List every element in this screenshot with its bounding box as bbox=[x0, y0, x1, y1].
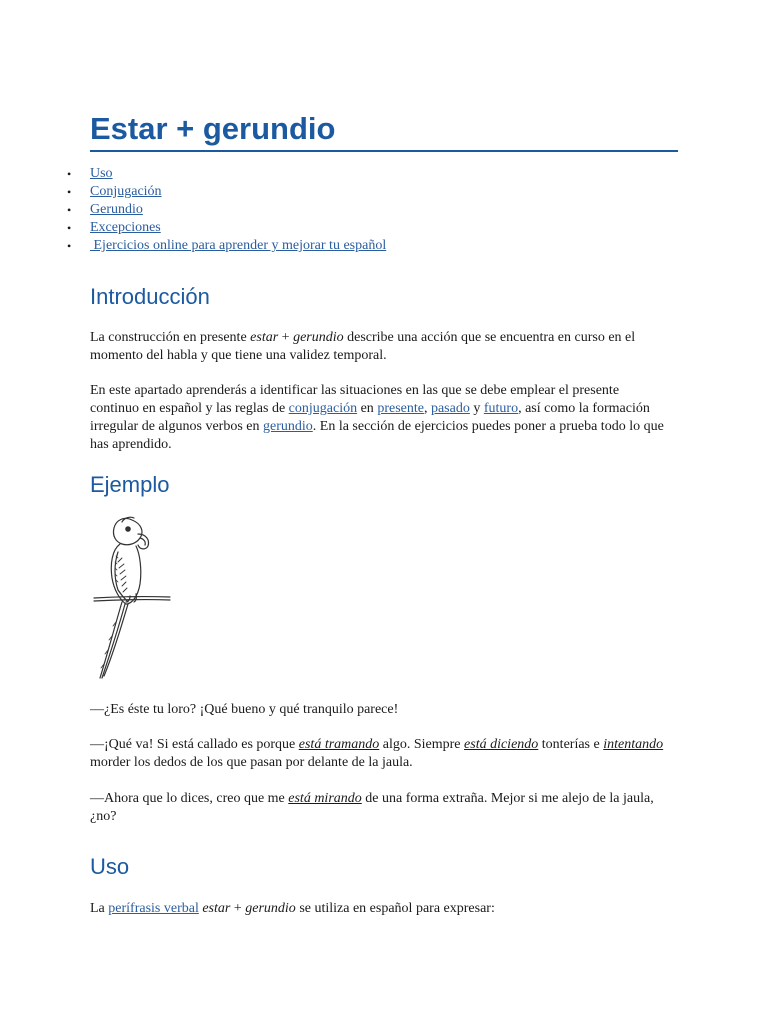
uso-paragraph bbox=[90, 900, 670, 918]
dialogue-line-2 bbox=[90, 736, 670, 772]
text-italic: gerundio bbox=[245, 901, 296, 916]
text: . En la sección de ejercicios puedes poner a prueba todo lo que has aprendido. bbox=[90, 419, 664, 452]
text: La bbox=[90, 901, 109, 916]
text-underlined: está mirando bbox=[288, 791, 362, 806]
text-underlined: está diciendo bbox=[464, 737, 539, 752]
section-heading-uso: Uso bbox=[90, 854, 130, 879]
toc-link-uso[interactable]: Uso bbox=[90, 166, 113, 181]
text: En este apartado aprenderás a identificar las situaciones en las que se debe emplear el presente continuo en español y las reglas de bbox=[90, 383, 620, 416]
text: morder los dedos de los que pasan por delante de la jaula. bbox=[90, 755, 413, 770]
text: algo. Siempre bbox=[379, 737, 465, 752]
link-conjugacion[interactable]: conjugación bbox=[288, 401, 358, 416]
toc-link-conjugacion[interactable]: Conjugación bbox=[90, 184, 162, 199]
link-pasado[interactable]: pasado bbox=[430, 401, 470, 416]
dialogue-line-3 bbox=[90, 790, 670, 826]
text-italic: estar bbox=[250, 330, 279, 345]
parrot-drawing-icon bbox=[92, 512, 172, 682]
text: + bbox=[278, 330, 294, 345]
page-title: Estar + gerundio bbox=[90, 110, 678, 152]
bullet-icon: • bbox=[67, 185, 72, 199]
bullet-icon: • bbox=[67, 221, 72, 235]
text: , bbox=[423, 401, 431, 416]
section-heading-introduccion: Introducción bbox=[90, 284, 210, 309]
text: describe una acción que se encuentra en curso en el momento del habla y que tiene una validez temporal. bbox=[90, 330, 636, 363]
intro-paragraph-1 bbox=[90, 329, 670, 365]
link-perifrasis-verbal[interactable]: perífrasis verbal bbox=[108, 901, 199, 916]
bullet-icon: • bbox=[67, 239, 72, 253]
toc-link-excepciones[interactable]: Excepciones bbox=[90, 220, 161, 235]
text: —Ahora que lo dices, creo que me bbox=[90, 791, 289, 806]
bullet-icon: • bbox=[67, 167, 72, 181]
text: , así como la formación irregular de algunos verbos en bbox=[90, 401, 650, 434]
dialogue-line-1: —¿Es éste tu loro? ¡Qué bueno y qué tranquilo parece! bbox=[90, 702, 399, 717]
link-presente[interactable]: presente bbox=[377, 401, 424, 416]
section-heading-ejemplo: Ejemplo bbox=[90, 472, 170, 497]
text-italic: gerundio bbox=[293, 330, 344, 345]
text: se utiliza en español para expresar: bbox=[295, 901, 495, 916]
text: + bbox=[230, 901, 246, 916]
text: en bbox=[357, 401, 378, 416]
text: —¡Qué va! Si está callado es porque bbox=[90, 737, 299, 752]
text-underlined: está tramando bbox=[298, 737, 380, 752]
text-italic: estar bbox=[202, 901, 231, 916]
intro-paragraph-2 bbox=[90, 382, 670, 454]
toc-link-gerundio[interactable]: Gerundio bbox=[90, 202, 143, 217]
link-futuro[interactable]: futuro bbox=[483, 401, 519, 416]
toc-link-ejercicios[interactable]: Ejercicios online para aprender y mejorar tu español bbox=[90, 238, 387, 253]
text: tonterías e bbox=[538, 737, 604, 752]
text: y bbox=[469, 401, 484, 416]
link-gerundio[interactable]: gerundio bbox=[263, 419, 313, 434]
bullet-icon: • bbox=[67, 203, 72, 217]
text: de una forma extraña. Mejor si me alejo de la jaula, ¿no? bbox=[90, 791, 654, 824]
text: La construcción en presente bbox=[90, 330, 251, 345]
text-underlined: intentando bbox=[603, 737, 664, 752]
